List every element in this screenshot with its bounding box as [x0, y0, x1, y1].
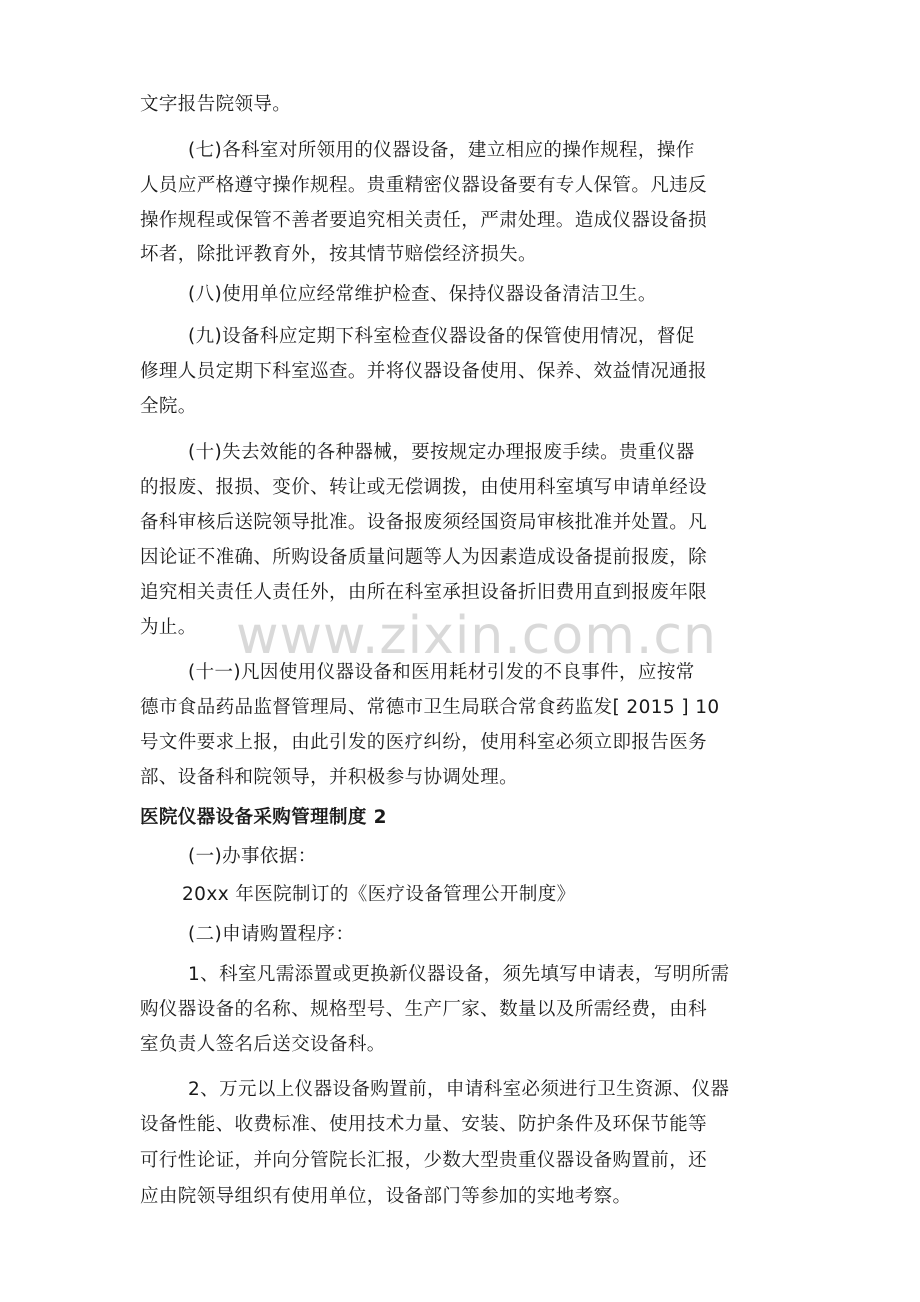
paragraph-7-line: 人员应严格遵守操作规程。贵重精密仪器设备要有专人保管。凡违反: [140, 175, 708, 196]
procedure-2-line: 应由院领导组织有使用单位，设备部门等参加的实地考察。: [140, 1186, 632, 1207]
paragraph-7-line: (七)各科室对所领用的仪器设备，建立相应的操作规程，操作: [188, 140, 695, 161]
paragraph-10-line: 的报废、报损、变价、转让或无偿调拨，由使用科室填写申请单经设: [140, 477, 708, 498]
paragraph-9-line: 全院。: [140, 396, 197, 417]
text-line: 文字报告院领导。: [140, 94, 292, 115]
procedure-1-line: 1、科室凡需添置或更换新仪器设备，须先填写申请表，写明所需: [188, 964, 730, 985]
procedure-2-line: 2、万元以上仪器设备购置前，申请科室必须进行卫生资源、仪器: [188, 1079, 730, 1100]
paragraph-10-line: 为止。: [140, 617, 197, 638]
procedure-1-line: 室负责人签名后送交设备科。: [140, 1034, 386, 1055]
paragraph-10-line: (十)失去效能的各种器械，要按规定办理报废手续。贵重仪器: [188, 442, 695, 463]
paragraph-10-line: 追究相关责任人责任外，由所在科室承担设备折旧费用直到报废年限: [140, 582, 708, 603]
watermark: www.zixin.com.cn: [236, 606, 717, 666]
subheading-procedure: (二)申请购置程序：: [188, 924, 355, 945]
paragraph-10-line: 因论证不准确、所购设备质量问题等人为因素造成设备提前报废，除: [140, 547, 708, 568]
subheading-basis: (一)办事依据：: [188, 846, 317, 867]
procedure-1-line: 购仪器设备的名称、规格型号、生产厂家、数量以及所需经费，由科: [140, 999, 708, 1020]
paragraph-9-line: (九)设备科应定期下科室检查仪器设备的保管使用情况，督促: [188, 326, 695, 347]
paragraph-11-line: 部、设备科和院领导，并积极参与协调处理。: [140, 767, 519, 788]
basis-text: 20xx 年医院制订的《医疗设备管理公开制度》: [182, 884, 576, 905]
paragraph-9-line: 修理人员定期下科室巡查。并将仪器设备使用、保养、效益情况通报: [140, 361, 708, 382]
paragraph-11-line: 号文件要求上报，由此引发的医疗纠纷，使用科室必须立即报告医务: [140, 732, 708, 753]
section-heading: 医院仪器设备采购管理制度 2: [140, 807, 387, 828]
paragraph-7-line: 坏者，除批评教育外，按其情节赔偿经济损失。: [140, 244, 537, 265]
paragraph-11-line: 德市食品药品监督管理局、常德市卫生局联合常食药监发[ 2015 ] 10: [140, 697, 720, 718]
procedure-2-line: 设备性能、收费标准、使用技术力量、安装、防护条件及环保节能等: [140, 1114, 708, 1135]
paragraph-7-line: 操作规程或保管不善者要追究相关责任，严肃处理。造成仪器设备损: [140, 210, 708, 231]
paragraph-11-line: (十一)凡因使用仪器设备和医用耗材引发的不良事件，应按常: [188, 662, 695, 683]
procedure-2-line: 可行性论证，并向分管院长汇报，少数大型贵重仪器设备购置前，还: [140, 1150, 708, 1171]
paragraph-10-line: 备科审核后送院领导批准。设备报废须经国资局审核批准并处置。凡: [140, 512, 708, 533]
paragraph-8-line: (八)使用单位应经常维护检查、保持仪器设备清洁卫生。: [188, 284, 657, 305]
